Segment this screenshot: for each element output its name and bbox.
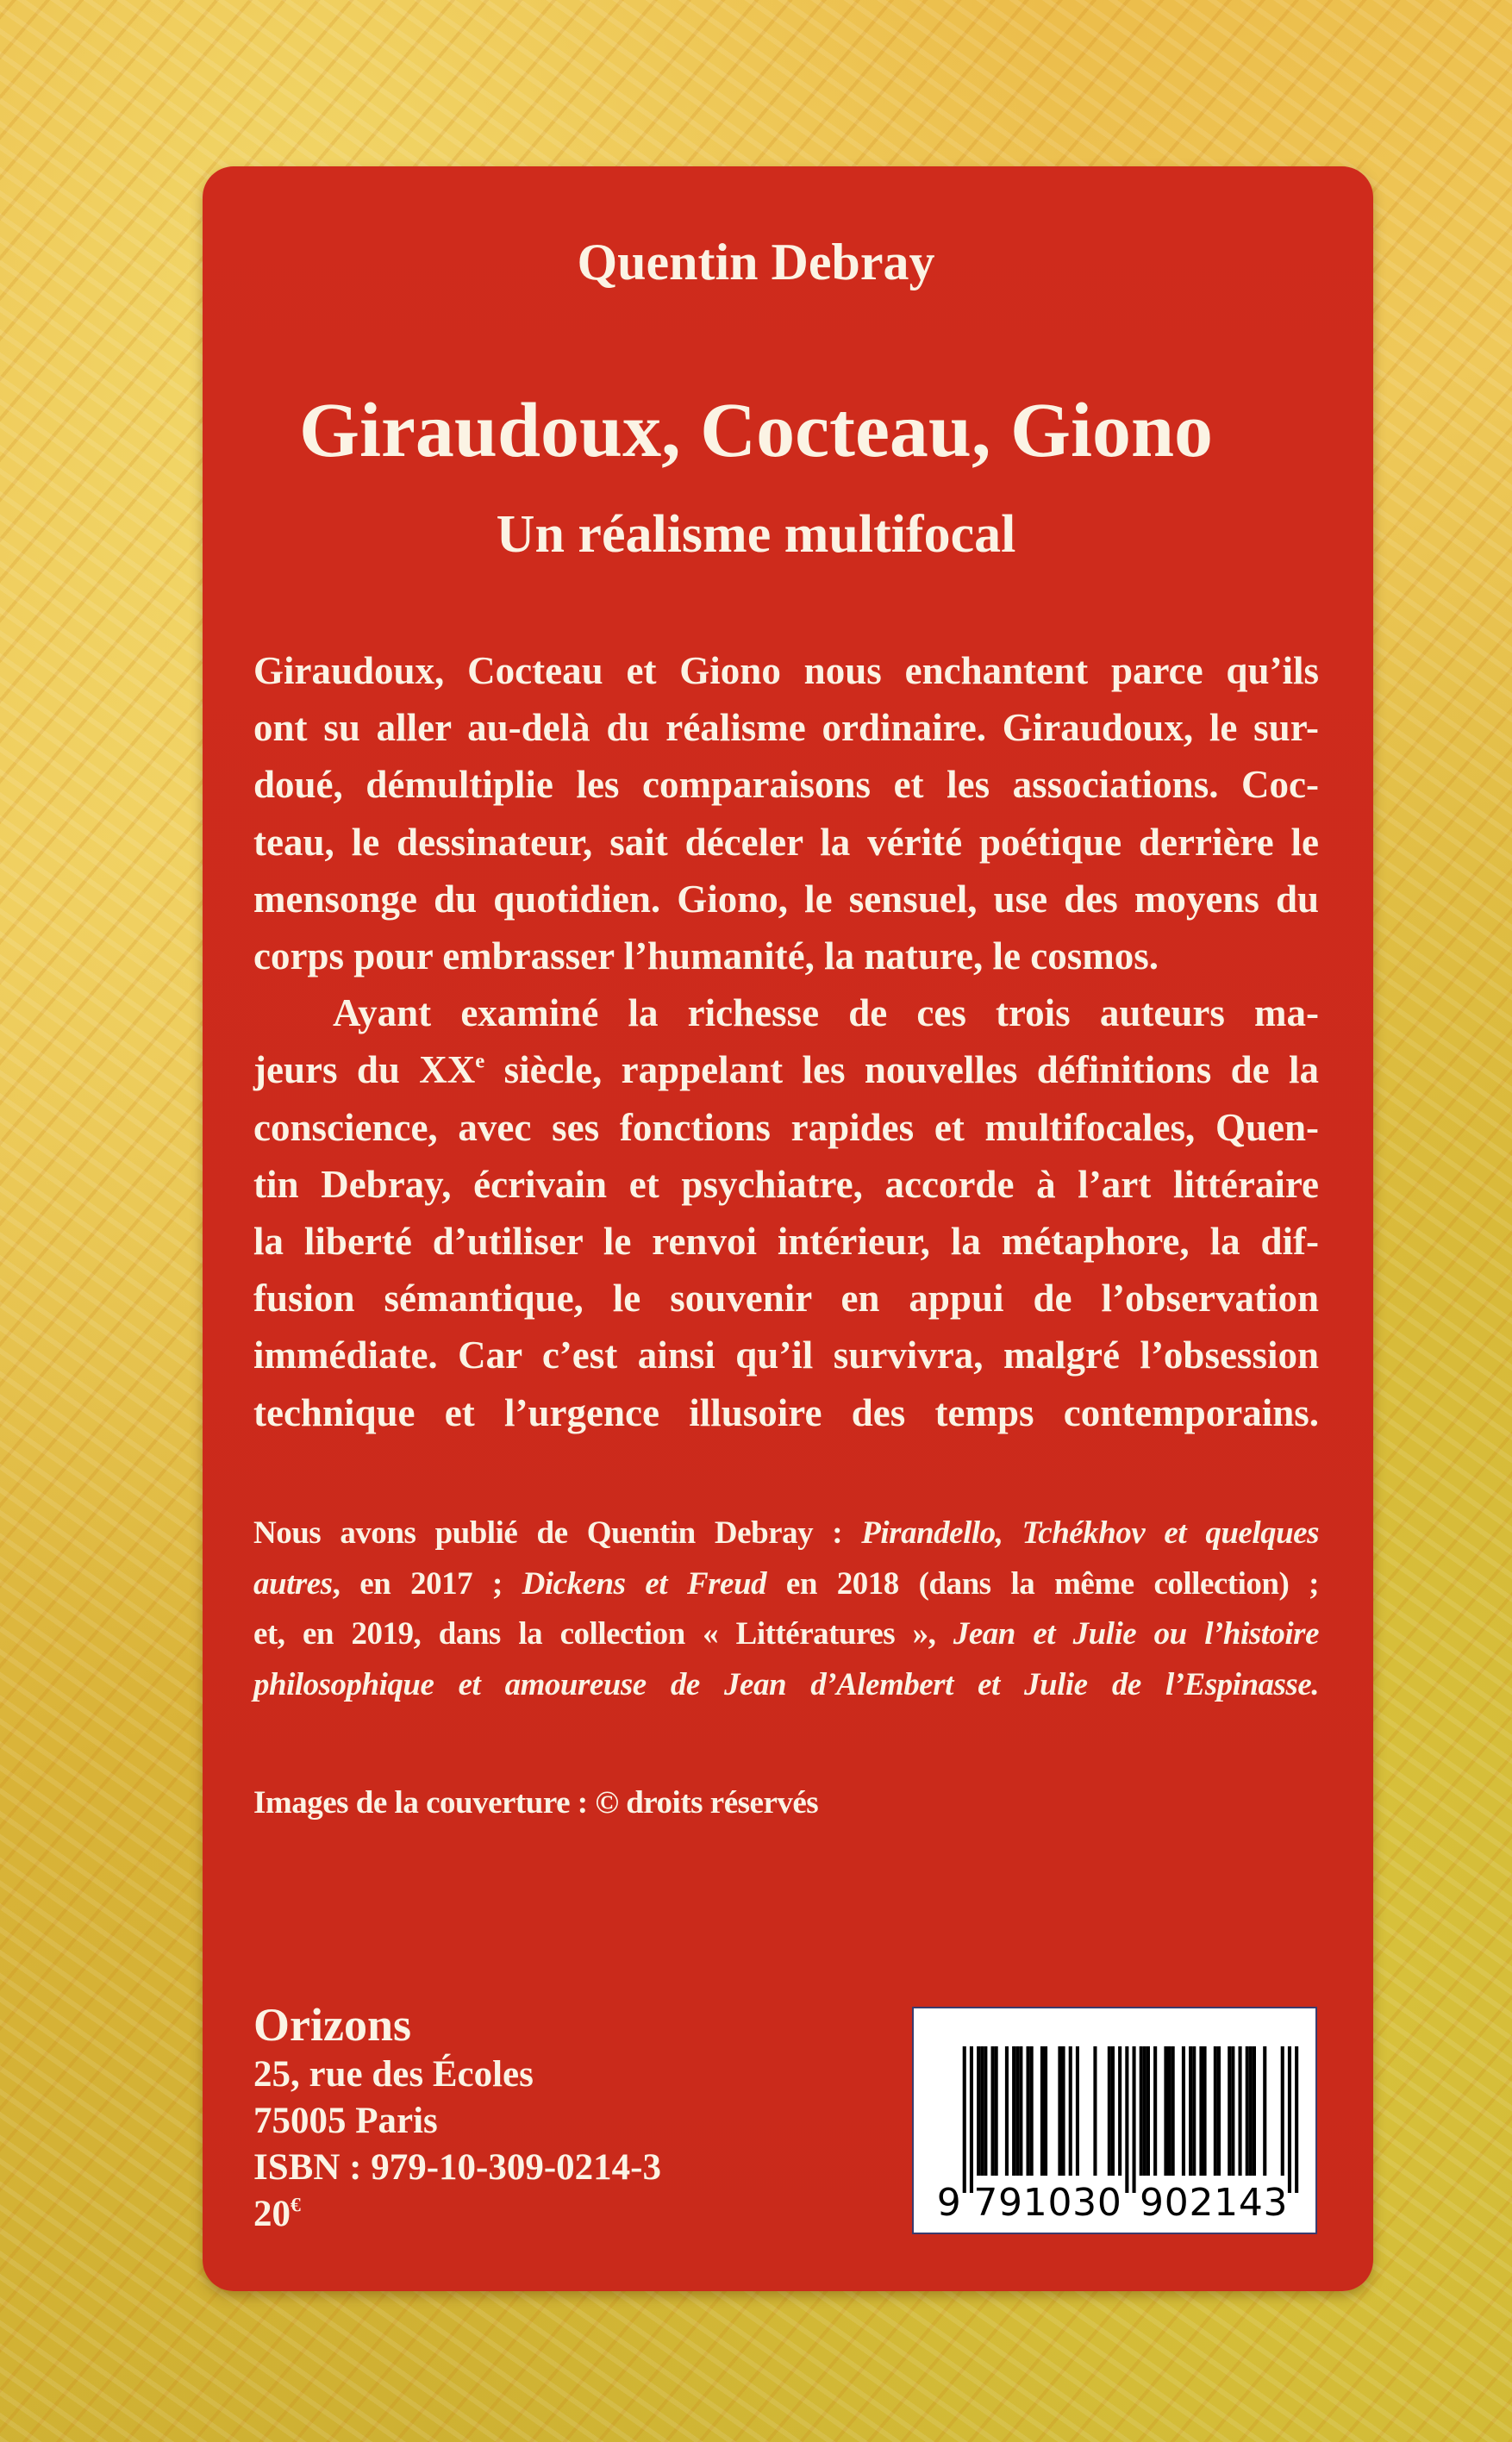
barcode-digit: 2 xyxy=(1189,2181,1214,2225)
barcode-bar xyxy=(991,2046,995,2176)
note-book-title: autres xyxy=(253,1565,333,1602)
note-book-title: Jean et Julie ou l’histoire xyxy=(953,1616,1320,1652)
barcode-digit: 9 xyxy=(998,2181,1023,2225)
blurb-line: corps pour embrasser l’humanité, la nature, le cosmos. xyxy=(253,934,1159,978)
barcode-bar xyxy=(1249,2046,1253,2176)
blurb-line: tin Debray, écrivain et psychiatre, accorde à l’art littéraire xyxy=(253,1162,1319,1206)
barcode-graphic xyxy=(914,2008,1315,2233)
barcode-bar xyxy=(1171,2046,1175,2176)
barcode-bar xyxy=(1168,2046,1171,2176)
blurb-line: teau, le dessinateur, sait déceler la vérité poétique derrière le xyxy=(253,820,1319,864)
blurb-line: la liberté d’utiliser le renvoi intérieur, la métaphore, la dif- xyxy=(253,1220,1319,1264)
barcode-bar xyxy=(1019,2046,1022,2176)
barcode-bar xyxy=(1125,2046,1128,2193)
barcode-bar xyxy=(1295,2046,1298,2193)
note-text: Nous avons publié de Quentin Debray : xyxy=(253,1515,862,1551)
blurb-line: mensonge du quotidien. Giono, le sensuel, use des moyens du xyxy=(253,877,1319,921)
barcode-bar xyxy=(1146,2046,1150,2176)
blurb-text: jeurs du XX xyxy=(253,1048,476,1092)
blurb-line: Giraudoux, Cocteau et Giono nous enchantent parce qu’ils xyxy=(253,649,1319,692)
barcode-bar xyxy=(1012,2046,1015,2176)
barcode-digit: 0 xyxy=(1164,2181,1189,2225)
barcode-bar xyxy=(1133,2046,1136,2193)
blurb-line xyxy=(253,1041,1319,1098)
barcode-bar xyxy=(1164,2046,1167,2176)
note-book-title: philosophique et amoureuse de Jean d’Alembert et Julie de l’Espinasse. xyxy=(253,1666,1319,1702)
barcode-bar xyxy=(1140,2046,1143,2176)
barcode-digit: 1 xyxy=(1214,2181,1239,2225)
isbn: ISBN : 979-10-309-0214-3 xyxy=(253,2147,661,2188)
barcode-bar xyxy=(1231,2046,1234,2176)
barcode-bar xyxy=(1108,2046,1111,2176)
barcode-bar xyxy=(1214,2046,1217,2176)
blurb-line: Ayant examiné la richesse de ces trois auteurs ma- xyxy=(333,991,1319,1035)
barcode-bar xyxy=(1153,2046,1157,2176)
note-line xyxy=(253,1660,1319,1711)
other-publications-note xyxy=(253,1508,1319,1710)
note-text: et, en 2019, dans la collection « Littératures », xyxy=(253,1616,953,1652)
barcode-bar xyxy=(1118,2046,1122,2176)
barcode-bar xyxy=(995,2046,998,2176)
barcode-bar xyxy=(1182,2046,1185,2176)
barcode-digit: 4 xyxy=(1238,2181,1263,2225)
note-line xyxy=(253,1508,1319,1559)
blurb-line: ont su aller au-delà du réalisme ordinaire. Giraudoux, le sur- xyxy=(253,706,1319,750)
barcode-bar xyxy=(1076,2046,1079,2176)
barcode-bar xyxy=(1281,2046,1284,2176)
barcode-bar xyxy=(1228,2046,1231,2176)
publisher-block xyxy=(253,1998,661,2238)
author-name: Quentin Debray xyxy=(577,234,935,290)
barcode-bar xyxy=(1058,2046,1061,2176)
barcode-bar xyxy=(1069,2046,1072,2176)
price-currency: € xyxy=(291,2194,301,2217)
barcode-digit: 3 xyxy=(1263,2181,1288,2225)
publisher-city: 75005 Paris xyxy=(253,2101,438,2141)
price xyxy=(253,2191,661,2238)
blurb-line: technique et l’urgence illusoire des temps contemporains. xyxy=(253,1390,1319,1434)
barcode-digit: 0 xyxy=(1047,2181,1072,2225)
barcode-bar xyxy=(1288,2046,1291,2193)
blurb-text: siècle, rappelant les nouvelles définitions de la xyxy=(484,1048,1319,1092)
barcode-bar xyxy=(1093,2046,1097,2176)
barcode-digit: 9 xyxy=(936,2181,961,2225)
barcode-bar xyxy=(1062,2046,1065,2176)
barcode-bar xyxy=(1239,2046,1242,2176)
barcode-digit: 1 xyxy=(1022,2181,1047,2225)
blurb-line: doué, démultiplie les comparaisons et les associations. Coc- xyxy=(253,763,1319,807)
barcode-bar xyxy=(1005,2046,1009,2176)
barcode-digit: 7 xyxy=(973,2181,998,2225)
price-value: 20 xyxy=(253,2194,291,2234)
note-line xyxy=(253,1609,1319,1660)
barcode-bar xyxy=(1044,2046,1047,2176)
barcode-bar xyxy=(1040,2046,1044,2176)
image-credit: Images de la couverture : © droits réservés xyxy=(253,1785,819,1821)
barcode-bar xyxy=(1111,2046,1115,2176)
blurb-line: fusion sémantique, le souvenir en appui de l’observation xyxy=(253,1277,1319,1321)
note-text: en 2018 (dans la même collection) ; xyxy=(766,1565,1319,1602)
superscript: e xyxy=(475,1050,485,1074)
publisher-name: Orizons xyxy=(253,1999,411,2051)
barcode-bar xyxy=(1199,2046,1203,2176)
barcode-bar xyxy=(1246,2046,1249,2176)
barcode-bar xyxy=(1027,2046,1030,2176)
barcode-bar xyxy=(1263,2046,1266,2176)
isbn-barcode xyxy=(912,2007,1317,2234)
barcode-bar xyxy=(980,2046,984,2176)
barcode-bar xyxy=(1189,2046,1192,2176)
barcode-bar xyxy=(1143,2046,1146,2176)
publisher-street: 25, rue des Écoles xyxy=(253,2054,534,2095)
barcode-bar xyxy=(1030,2046,1034,2176)
barcode-bar xyxy=(970,2046,973,2193)
barcode-bar xyxy=(1015,2046,1019,2176)
barcode-bar xyxy=(977,2046,980,2176)
barcode-bar xyxy=(1203,2046,1207,2176)
barcode-digit: 3 xyxy=(1072,2181,1097,2225)
blurb-line: conscience, avec ses fonctions rapides et multifocales, Quen- xyxy=(253,1105,1319,1149)
barcode-digit: 0 xyxy=(1097,2181,1122,2225)
blurb-line: immédiate. Car c’est ainsi qu’il survivra, malgré l’obsession xyxy=(253,1333,1319,1377)
barcode-bar xyxy=(963,2046,966,2193)
note-text: , en 2017 ; xyxy=(332,1565,522,1602)
blurb xyxy=(253,642,1319,1441)
barcode-bar xyxy=(1192,2046,1196,2176)
note-book-title: Pirandello, Tchékhov et quelques xyxy=(861,1515,1319,1551)
barcode-bar xyxy=(1253,2046,1256,2176)
book-title: Giraudoux, Cocteau, Giono xyxy=(298,388,1214,473)
note-book-title: Dickens et Freud xyxy=(522,1565,767,1602)
barcode-bar xyxy=(1217,2046,1221,2176)
book-subtitle: Un réalisme multifocal xyxy=(496,505,1016,564)
barcode-digit: 9 xyxy=(1140,2181,1165,2225)
note-line xyxy=(253,1559,1319,1610)
barcode-bar xyxy=(984,2046,987,2176)
